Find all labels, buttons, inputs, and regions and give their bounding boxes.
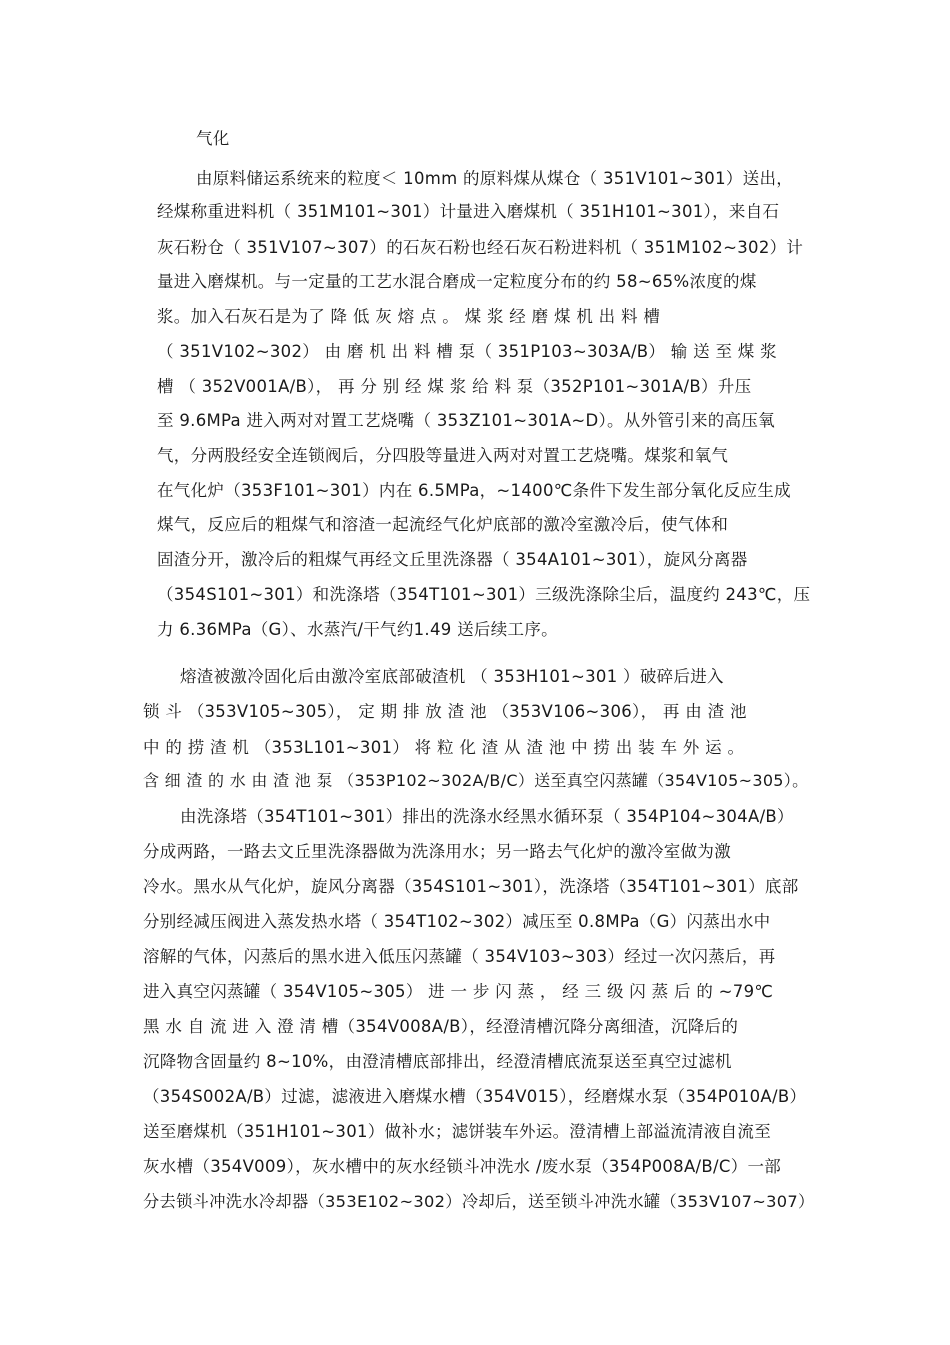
paragraph-1-line-14: 力 6.36MPa（G）、水蒸汽/干气约1.49 送后续工序。: [157, 620, 558, 639]
paragraph-1-line-4: 量进入磨煤机。与一定量的工艺水混合磨成一定粒度分布的约 58~65%浓度的煤: [157, 272, 757, 291]
section-title: 气化: [196, 129, 230, 148]
paragraph-1-line-8: 至 9.6MPa 进入两对对置工艺烧嘴（ 353Z101~301A~D）。从外管引来的高压氧: [157, 411, 776, 430]
paragraph-1-line-12: 固渣分开，激冷后的粗煤气再经文丘里洗涤器（ 354A101~301），旋风分离器: [157, 550, 748, 569]
paragraph-3-line-7: 黑 水 自 流 进 入 澄 清 槽（354V008A/B），经澄清槽沉降分离细渣，沉降后的: [143, 1017, 739, 1036]
paragraph-1-line-9: 气，分两股经安全连锁阀后，分四股等量进入两对对置工艺烧嘴。煤浆和氧气: [157, 446, 729, 465]
paragraph-1-line-2: 经煤称重进料机（ 351M101~301）计量进入磨煤机（ 351H101~301），来自石: [157, 202, 780, 221]
paragraph-3-line-12: 分去锁斗冲洗水冷却器（353E102~302）冷却后，送至锁斗冲洗水罐（353V107~307）: [143, 1192, 815, 1211]
paragraph-3-line-5: 溶解的气体，闪蒸后的黑水进入低压闪蒸罐（ 354V103~303）经过一次闪蒸后，再: [143, 947, 776, 966]
paragraph-1-line-3: 灰石粉仓（ 351V107~307）的石灰石粉也经石灰石粉进料机（ 351M102~302）计: [157, 238, 804, 257]
paragraph-3-line-4: 分别经减压阀进入蒸发热水塔（ 354T102~302）减压至 0.8MPa（G）闪蒸出水中: [143, 912, 771, 931]
paragraph-3-line-1: 由洗涤塔（354T101~301）排出的洗涤水经黑水循环泵（ 354P104~304A/B）: [180, 807, 794, 826]
paragraph-1-line-7: 槽 （ 352V001A/B）， 再 分 别 经 煤 浆 给 料 泵（352P101~301A/B）升压: [157, 377, 752, 396]
paragraph-3-line-8: 沉降物含固量约 8~10%，由澄清槽底部排出，经澄清槽底流泵送至真空过滤机: [143, 1052, 732, 1071]
paragraph-2-line-1: 熔渣被激冷固化后由激冷室底部破渣机 （ 353H101~301 ）破碎后进入: [180, 667, 724, 686]
paragraph-1-line-1: 由原料储运系统来的粒度＜ 10mm 的原料煤从煤仓（ 351V101~301）送出，: [196, 169, 794, 188]
paragraph-1-line-5: 浆。加入石灰石是为了 降 低 灰 熔 点 。 煤 浆 经 磨 煤 机 出 料 槽: [157, 307, 661, 326]
paragraph-3-line-10: 送至磨煤机（351H101~301）做补水；滤饼装车外运。澄清槽上部溢流清液自流至: [143, 1122, 772, 1141]
paragraph-2-line-4: 含 细 渣 的 水 由 渣 池 泵 （353P102~302A/B/C）送至真空闪蒸罐（354V105~305）。: [143, 771, 809, 790]
paragraph-1-line-11: 煤气，反应后的粗煤气和溶渣一起流经气化炉底部的激冷室激冷后，使气体和: [157, 515, 729, 534]
paragraph-2-line-3: 中 的 捞 渣 机 （353L101~301） 将 粒 化 渣 从 渣 池 中 捞 出 装 车 外 运 。: [143, 738, 745, 757]
paragraph-3-line-11: 灰水槽（354V009），灰水槽中的灰水经锁斗冲洗水 /废水泵（354P008A/B/C）一部: [143, 1157, 782, 1176]
paragraph-1-line-6: （ 351V102~302） 由 磨 机 出 料 槽 泵（ 351P103~303A/B） 输 送 至 煤 浆: [157, 342, 777, 361]
paragraph-2-line-2: 锁 斗 （353V105~305）， 定 期 排 放 渣 池 （353V106~306）， 再 由 渣 池: [143, 702, 747, 721]
paragraph-3-line-2: 分成两路，一路去文丘里洗涤器做为洗涤用水；另一路去气化炉的激冷室做为激: [143, 842, 731, 861]
paragraph-1-line-13: （354S101~301）和洗涤塔（354T101~301）三级洗涤除尘后，温度约 243℃，压: [157, 585, 811, 604]
paragraph-3-line-9: （354S002A/B）过滤，滤液进入磨煤水槽（354V015），经磨煤水泵（354P010A/B）: [143, 1087, 807, 1106]
paragraph-1-line-10: 在气化炉（353F101~301）内在 6.5MPa，~1400℃条件下发生部分氧化反应生成: [157, 481, 791, 500]
paragraph-3-line-3: 冷水。黑水从气化炉，旋风分离器（354S101~301），洗涤塔（354T101~301）底部: [143, 877, 799, 896]
paragraph-3-line-6: 进入真空闪蒸罐（ 354V105~305） 进 一 步 闪 蒸 ， 经 三 级 闪 蒸 后 的 ~79℃: [143, 982, 774, 1001]
